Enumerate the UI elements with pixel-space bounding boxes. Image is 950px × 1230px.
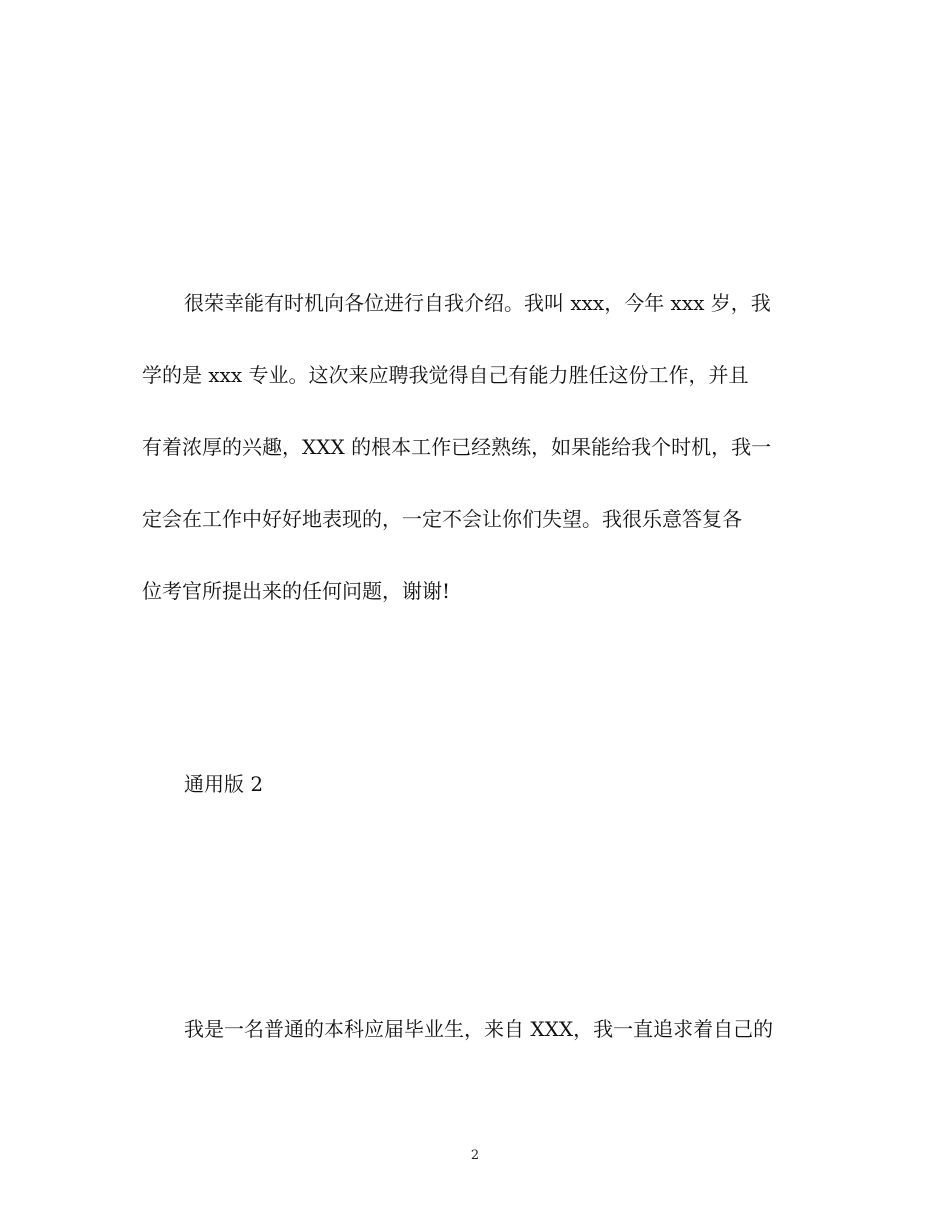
paragraph-1-line-4: 定会在工作中好好地表现的，一定不会让你们失望。我很乐意答复各: [142, 507, 742, 531]
paragraph-1-line-5: 位考官所提出来的任何问题，谢谢!: [142, 579, 451, 603]
paragraph-1-line-1: 很荣幸能有时机向各位进行自我介绍。我叫 xxx，今年 xxx 岁，我: [184, 291, 771, 315]
section-heading: 通用版 2: [184, 772, 264, 796]
paragraph-1-line-3: 有着浓厚的兴趣，XXX 的根本工作已经熟练，如果能给我个时机，我一: [142, 435, 772, 459]
page-number: 2: [470, 1148, 480, 1163]
paragraph-2-line-1: 我是一名普通的本科应届毕业生，来自 XXX，我一直追求着自己的: [184, 1017, 774, 1041]
paragraph-1-line-2: 学的是 xxx 专业。这次来应聘我觉得自己有能力胜任这份工作，并且: [142, 363, 749, 387]
